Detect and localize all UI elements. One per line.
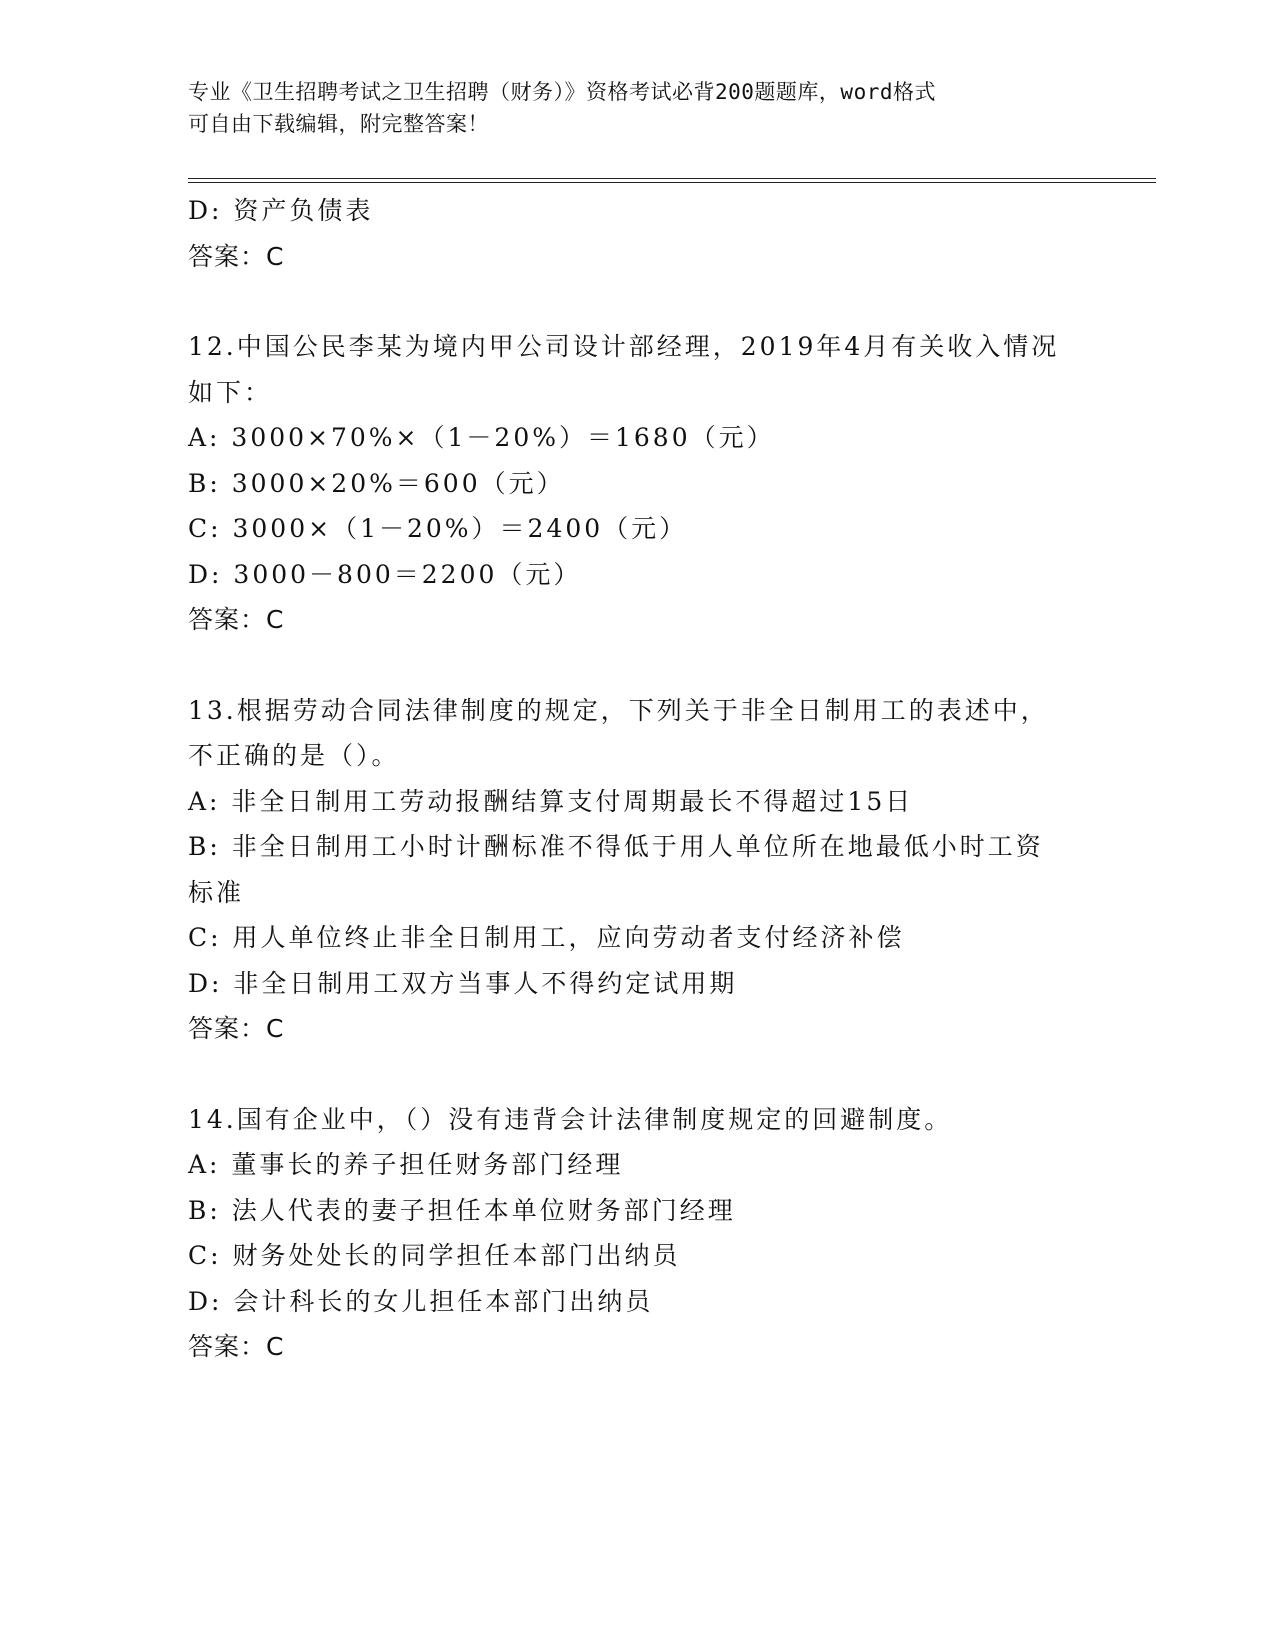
- option-a: A: 董事长的养子担任财务部门经理: [188, 1150, 624, 1179]
- option-b-continued: 标准: [188, 877, 245, 907]
- answer-line: 答案：C: [188, 1014, 285, 1043]
- header-line-1: 专业《卫生招聘考试之卫生招聘（财务）》资格考试必背200题题库，word格式: [188, 80, 936, 104]
- question-block-11: [188, 188, 1088, 279]
- question-stem: 12.中国公民李某为境内甲公司设计部经理，2019年4月有关收入情况: [188, 332, 1060, 361]
- header-rule-top: [188, 178, 1156, 179]
- header-line-2: 可自由下载编辑，附完整答案！: [188, 112, 489, 136]
- document-body: [188, 188, 1088, 1370]
- spacer: [188, 279, 1088, 324]
- page-header: [188, 76, 1088, 140]
- answer-line: 答案：C: [188, 605, 285, 634]
- header-rule-bottom: [188, 182, 1156, 183]
- answer-line: 答案：C: [188, 241, 285, 271]
- option-a: A: 3000×70%×（1－20%）＝1680（元）: [188, 423, 775, 452]
- option-c: C: 3000×（1－20%）＝2400（元）: [188, 514, 688, 543]
- option-d: D: 会计科长的女儿担任本部门出纳员: [188, 1286, 654, 1316]
- question-block-14: [188, 1097, 1088, 1370]
- option-a: A: 非全日制用工劳动报酬结算支付周期最长不得超过15日: [188, 786, 914, 816]
- option-c: C: 财务处处长的同学担任本部门出纳员: [188, 1241, 681, 1270]
- option-c: C: 用人单位终止非全日制用工，应向劳动者支付经济补偿: [188, 923, 905, 952]
- question-block-13: [188, 688, 1088, 1052]
- option-b: B: 非全日制用工小时计酬标准不得低于用人单位所在地最低小时工资: [188, 832, 1044, 861]
- answer-line: 答案：C: [188, 1332, 285, 1361]
- option-d: D: 非全日制用工双方当事人不得约定试用期: [188, 968, 738, 998]
- question-stem: 14.国有企业中，（）没有违背会计法律制度规定的回避制度。: [188, 1104, 953, 1134]
- spacer: [188, 643, 1088, 688]
- option-d: D: 资产负债表: [188, 196, 374, 225]
- question-block-12: [188, 324, 1088, 643]
- question-stem-continued: 不正确的是（）。: [188, 741, 400, 770]
- question-stem: 13.根据劳动合同法律制度的规定，下列关于非全日制用工的表述中，: [188, 695, 1049, 725]
- option-d: D: 3000－800＝2200（元）: [188, 559, 582, 589]
- question-stem-continued: 如下：: [188, 377, 273, 407]
- spacer: [188, 1052, 1088, 1097]
- option-b: B: 3000×20%＝600（元）: [188, 468, 565, 498]
- option-b: B: 法人代表的妻子担任本单位财务部门经理: [188, 1195, 736, 1225]
